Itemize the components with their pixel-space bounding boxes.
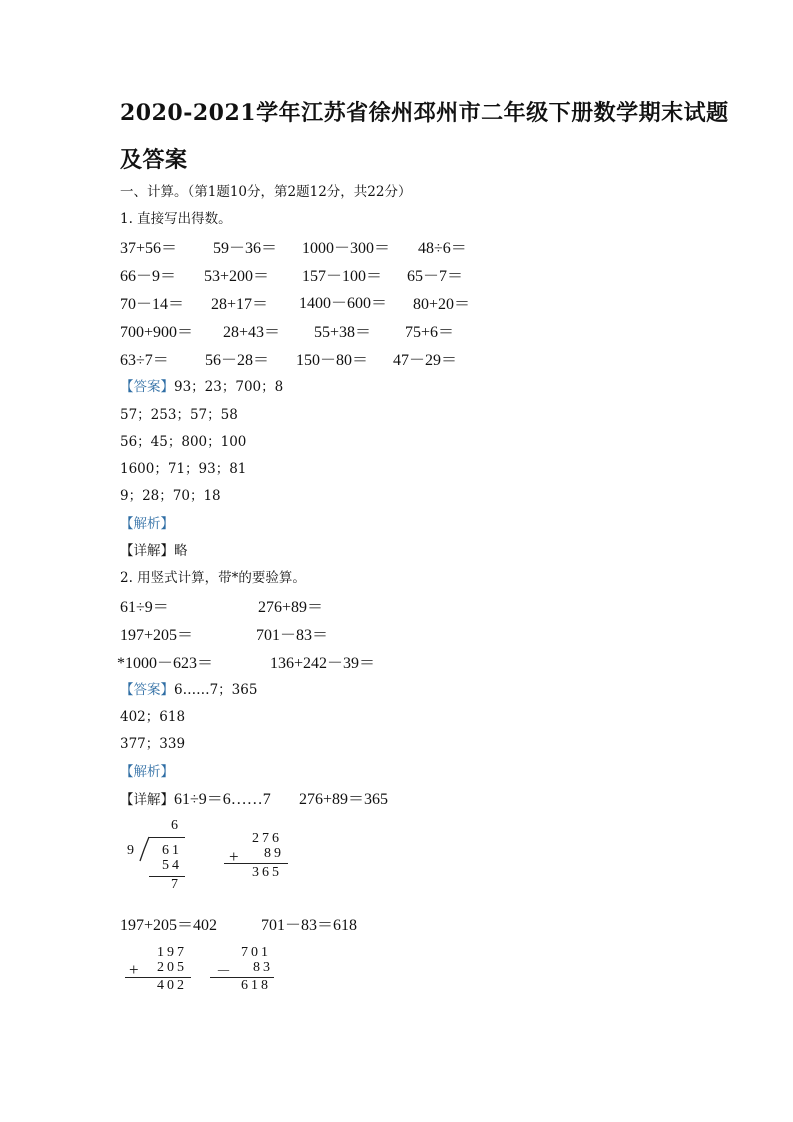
detail-text: 略 [174, 543, 188, 559]
answer-tag: 【答案】 [120, 379, 174, 395]
minus-sign: － [216, 964, 235, 980]
answer-tag: 【答案】 [120, 682, 174, 698]
q1-equation: 37+56＝ [120, 240, 178, 257]
q2-answer-line: 377；339 [120, 736, 186, 752]
q2-answer-line [120, 678, 257, 698]
add-top-number: 276 [252, 831, 282, 846]
q1-equation: 66－9＝ [120, 268, 177, 285]
detail-equation: 61÷9＝6……7 [174, 791, 271, 808]
division-divisor: 9 [127, 843, 137, 858]
q2-equation: 197+205＝ [120, 627, 194, 644]
add-line [224, 863, 288, 864]
question-2-label: 2. 用竖式计算，带*的要验算。 [120, 570, 306, 586]
sub-top-number: 701 [241, 945, 271, 960]
division-bracket [138, 836, 152, 862]
q1-equation: 65－7＝ [407, 268, 464, 285]
q1-equation: 59－36＝ [213, 240, 278, 257]
q1-answer-line: 9；28；70；18 [120, 488, 221, 504]
plus-sign: + [229, 847, 242, 866]
add-result: 402 [157, 978, 187, 993]
q1-equation: 53+200＝ [204, 268, 270, 285]
division-product: 54 [162, 858, 182, 873]
detail-line [120, 539, 188, 559]
detail-tag: 【详解】 [120, 792, 174, 808]
section-heading: 一、计算。（第1题10分，第2题12分，共22分） [120, 184, 412, 200]
detail-equation: 197+205＝402 [120, 917, 218, 934]
sub-result: 618 [241, 978, 271, 993]
sub-bottom-number: 83 [253, 960, 273, 975]
q1-equation: 1400－600＝ [299, 295, 388, 312]
page-title-continued: 及答案 [120, 147, 188, 173]
answer-text: 6……7；365 [174, 682, 258, 698]
q1-answer-line: 56；45；800；100 [120, 434, 247, 450]
plus-sign: + [129, 960, 142, 979]
division-dividend: 61 [162, 843, 182, 858]
q2-equation: 61÷9＝ [120, 599, 169, 616]
q1-equation: 700+900＝ [120, 324, 194, 341]
division-quotient: 6 [171, 818, 181, 833]
q1-equation: 48÷6＝ [418, 240, 467, 257]
analysis-tag: 【解析】 [120, 764, 174, 780]
q1-answer-line: 57；253；57；58 [120, 407, 238, 423]
q1-equation: 150－80＝ [296, 352, 369, 369]
q1-equation: 63÷7＝ [120, 352, 169, 369]
division-bar [149, 837, 185, 838]
q1-equation: 70－14＝ [120, 296, 185, 313]
detail-tag: 【详解】 [120, 543, 174, 559]
add-bottom-number: 89 [264, 846, 284, 861]
detail-equation: 276+89＝365 [299, 791, 389, 808]
page-title: 2020-2021学年江苏省徐州邳州市二年级下册数学期末试题 [120, 100, 729, 126]
question-1-label: 1. 直接写出得数。 [120, 211, 232, 227]
q1-equation: 28+43＝ [223, 324, 281, 341]
q1-equation: 157－100＝ [302, 268, 383, 285]
q1-equation: 75+6＝ [405, 324, 455, 341]
q2-equation: 276+89＝ [258, 599, 324, 616]
add-bottom-number: 205 [157, 960, 187, 975]
q1-answer-line [120, 375, 283, 395]
detail-equation: 701－83＝618 [261, 917, 358, 934]
q1-equation: 80+20＝ [413, 296, 471, 313]
q1-equation: 47－29＝ [393, 352, 458, 369]
add-top-number: 197 [157, 945, 187, 960]
answer-text: 93；23；700；8 [174, 379, 284, 395]
q2-equation: 136+242－39＝ [270, 655, 376, 672]
q1-equation: 1000－300＝ [302, 240, 391, 257]
division-remainder: 7 [171, 877, 181, 892]
add-result: 365 [252, 865, 282, 880]
q2-equation: *1000－623＝ [117, 655, 214, 672]
q2-answer-line: 402；618 [120, 709, 186, 725]
analysis-tag: 【解析】 [120, 516, 174, 532]
detail-line [120, 786, 271, 809]
q1-equation: 55+38＝ [314, 324, 372, 341]
q2-equation: 701－83＝ [256, 627, 329, 644]
q1-answer-line: 1600；71；93；81 [120, 461, 247, 477]
q1-equation: 56－28＝ [205, 352, 270, 369]
q1-equation: 28+17＝ [211, 296, 269, 313]
